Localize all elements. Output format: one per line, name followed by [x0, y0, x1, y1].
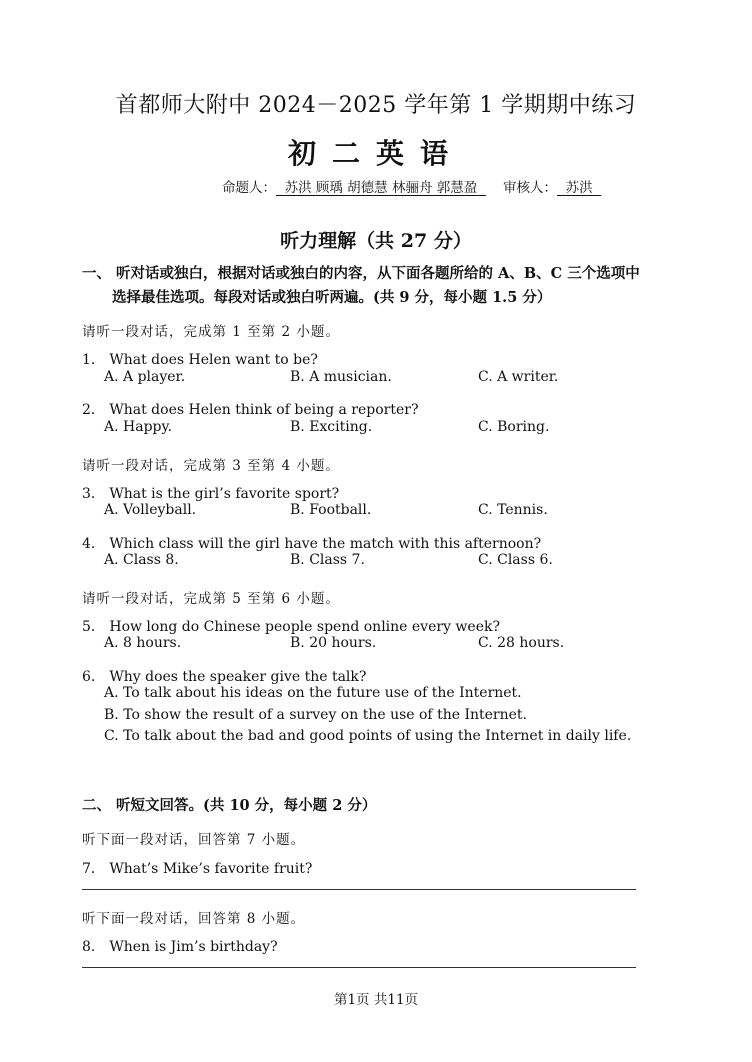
page-footer: 第1页 共11页: [333, 992, 419, 1008]
reviewer-label: 审核人：: [503, 180, 558, 196]
option-b: B. A musician.: [290, 369, 392, 385]
question-stem: 1． What does Helen want to be?: [82, 352, 318, 368]
question-stem: 8． When is Jim’s birthday?: [82, 939, 278, 955]
section-title: 听力理解（共 27 分）: [280, 230, 472, 252]
option-c: C. To talk about the bad and good points of using the Internet in daily life.: [104, 728, 632, 744]
group-instruction: 请听一段对话，完成第 1 至第 2 小题。: [82, 324, 340, 340]
option-b: B. Class 7.: [290, 552, 365, 568]
part1-heading-line2: 选择最佳选项。每段对话或独白听两遍。(共 9 分，每小题 1.5 分）: [112, 289, 552, 306]
option-a: A. To talk about his ideas on the future use of the Internet.: [104, 685, 522, 701]
option-b: B. Football.: [290, 502, 372, 518]
option-a: A. A player.: [104, 369, 186, 385]
group-instruction: 请听一段对话，完成第 5 至第 6 小题。: [82, 591, 340, 607]
authors-names: 苏洪 顾瑀 胡德慧 林骊舟 郭慧盈: [284, 180, 478, 196]
question-stem: 5． How long do Chinese people spend online every week?: [82, 619, 500, 635]
option-b: B. Exciting.: [290, 419, 373, 435]
question-stem: 7． What’s Mike’s favorite fruit?: [82, 861, 313, 877]
answer-line[interactable]: [82, 889, 636, 890]
item-instruction: 听下面一段对话，回答第 8 小题。: [82, 911, 306, 927]
option-b: B. 20 hours.: [290, 635, 377, 651]
option-c: C. 28 hours.: [478, 635, 565, 651]
exam-title: 首都师大附中 2024－2025 学年第 1 学期期中练习: [115, 93, 637, 118]
question-stem: 4． Which class will the girl have the match with this afternoon?: [82, 536, 542, 552]
option-c: C. Tennis.: [478, 502, 548, 518]
option-a: A. Happy.: [104, 419, 172, 435]
authors-line: [222, 176, 601, 196]
part2-heading: 二、 听短文回答。(共 10 分，每小题 2 分）: [82, 797, 377, 814]
option-c: C. Boring.: [478, 419, 550, 435]
authors-label: 命题人：: [222, 180, 276, 196]
subject-title: 初二英语: [287, 137, 464, 170]
answer-line[interactable]: [82, 967, 636, 968]
option-a: A. Class 8.: [104, 552, 179, 568]
group-instruction: 请听一段对话，完成第 3 至第 4 小题。: [82, 458, 340, 474]
option-c: C. A writer.: [478, 369, 559, 385]
option-a: A. Volleyball.: [104, 502, 197, 518]
reviewer-name: 苏洪: [565, 180, 593, 196]
option-a: A. 8 hours.: [104, 635, 182, 651]
question-stem: 3． What is the girl’s favorite sport?: [82, 486, 340, 502]
option-c: C. Class 6.: [478, 552, 553, 568]
question-stem: 2． What does Helen think of being a reporter?: [82, 402, 419, 418]
question-stem: 6． Why does the speaker give the talk?: [82, 669, 367, 685]
item-instruction: 听下面一段对话，回答第 7 小题。: [82, 832, 306, 848]
option-b: B. To show the result of a survey on the use of the Internet.: [104, 707, 527, 723]
part1-heading-line1: 一、 听对话或独白，根据对话或独白的内容，从下面各题所给的 A、B、C 三个选项中: [82, 265, 640, 282]
